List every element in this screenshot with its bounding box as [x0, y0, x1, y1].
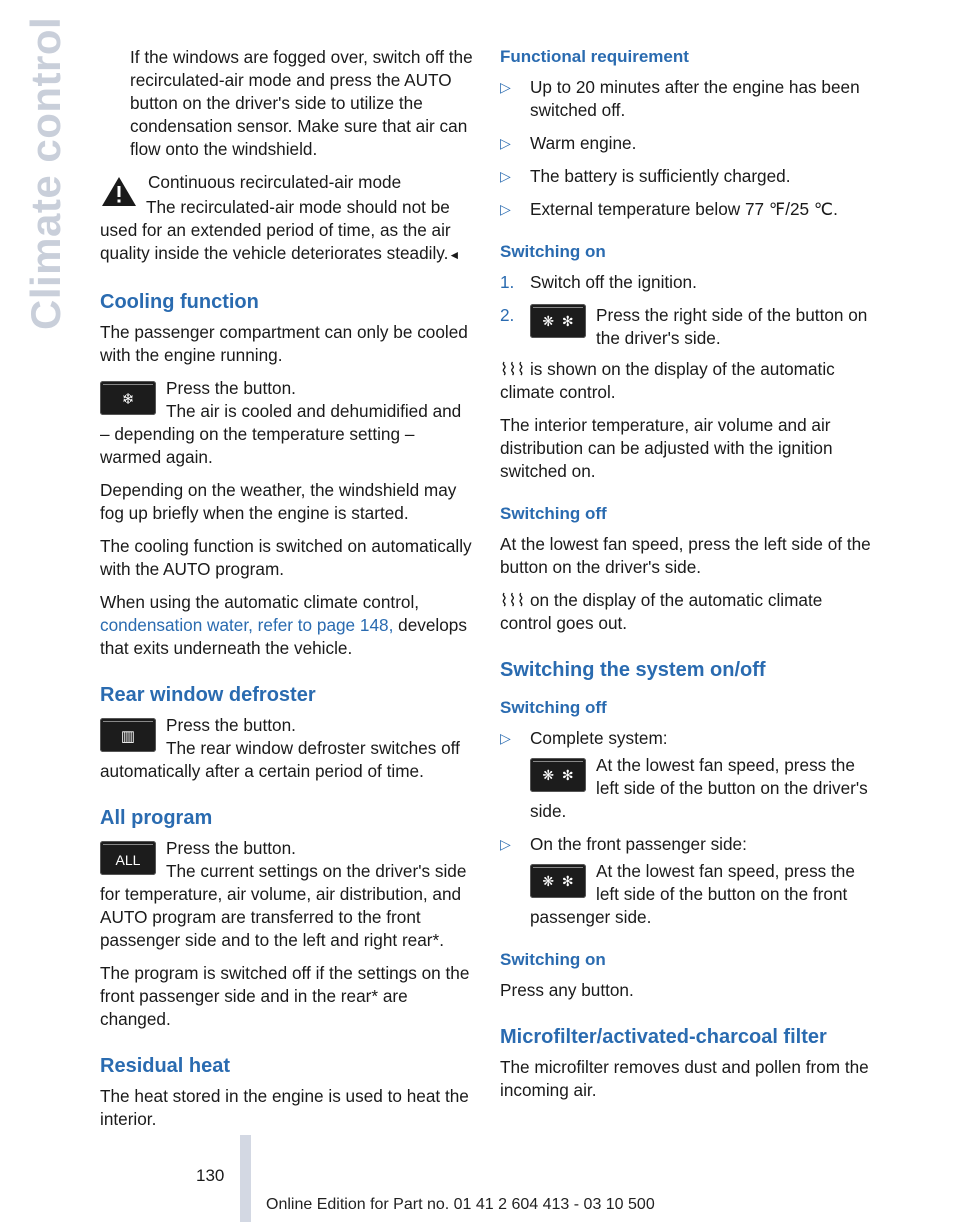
rear-defroster-heading: Rear window defroster [100, 684, 316, 706]
residual-heat-heading: Residual heat [100, 1055, 231, 1077]
switching-on-paragraph-1: is shown on the display of the automatic climate control. [500, 359, 835, 402]
step-item: 2. ❋ ✻ Press the right side of the button on the driver's side. [500, 305, 868, 348]
switching-off-paragraph-2: on the display of the automatic climate control goes out. [500, 590, 823, 633]
warning-title: Continuous recirculated-air mode [148, 172, 402, 192]
bullet-icon: ▷ [500, 730, 511, 746]
microfilter-text: The microfilter removes dust and pollen from the incoming air. [500, 1057, 869, 1100]
cooling-press: Press the button. [166, 378, 296, 398]
heat-symbol-icon: ⌇⌇⌇ [500, 590, 526, 610]
list-item: ▷ Warm engine. [500, 133, 637, 153]
functional-requirement-list [500, 76, 875, 221]
right-column [500, 46, 875, 1112]
bullet-icon: ▷ [500, 201, 511, 217]
ac-button[interactable] [100, 381, 156, 415]
all-program-text: The current settings on the driver's side for temperature, air volume, air distribution, and AUTO program are transferred to the front passenger side and to the left and right rear*. [100, 861, 467, 950]
intro-paragraph: If the windows are fogged over, switch off the recirculated-air mode and press the AUTO button on the driver's side to utilize the condensation sensor. Make sure that air can flow onto the windshield. [130, 47, 473, 159]
bullet-icon: ▷ [500, 836, 511, 852]
all-button-label: ALL [115, 852, 141, 868]
bullet-icon: ▷ [500, 79, 511, 95]
system-off-list [500, 727, 875, 929]
end-mark-icon: ◄ [448, 248, 461, 262]
fan-button-passenger[interactable] [530, 864, 586, 898]
rear-defroster-press: Press the button. [166, 715, 296, 735]
system-switching-off-heading: Switching off [500, 698, 607, 717]
cooling-paragraph-4: The cooling function is switched on automatically with the AUTO program. [100, 536, 472, 579]
all-program-figure [100, 837, 473, 952]
warning-text: The recirculated-air mode should not be used for an extended period of time, as the air quality inside the vehicle deteriorates steadily. [100, 197, 451, 263]
list-item: ▷ External temperature below 77 ℉/25 ℃. [500, 199, 838, 219]
list-item: ▷ Up to 20 minutes after the engine has been switched off. [500, 77, 860, 120]
footer-bar [240, 1135, 251, 1222]
switching-on-paragraph-2: The interior temperature, air volume and air distribution can be adjusted with the ignition switched on. [500, 415, 833, 481]
rear-defroster-text: The rear window defroster switches off automatically after a certain period of time. [100, 738, 460, 781]
all-button[interactable] [100, 841, 156, 875]
cooling-heading: Cooling function [100, 291, 259, 313]
switching-on-heading: Switching on [500, 242, 606, 261]
cooling-paragraph-5-post: develops that exits underneath the vehicle. [100, 615, 467, 658]
snowflake-icon: ❄ [121, 391, 135, 408]
residual-heat-text: The heat stored in the engine is used to heat the interior. [100, 1086, 469, 1129]
fan-button-driver[interactable] [530, 758, 586, 792]
chapter-title: Climate control [22, 16, 69, 330]
switching-on-steps [500, 271, 875, 350]
page-number: 130 [196, 1166, 225, 1185]
cooling-paragraph-1: The passenger compartment can only be cooled with the engine running. [100, 322, 468, 365]
condensation-water-link[interactable]: condensation water, refer to page 148, [100, 615, 394, 635]
chapter-side-tab [18, 16, 69, 340]
bullet-icon: ▷ [500, 168, 511, 184]
heat-symbol-icon: ⌇⌇⌇ [500, 359, 526, 379]
rear-defroster-button[interactable] [100, 718, 156, 752]
step-item: 1. Switch off the ignition. [500, 272, 697, 292]
system-switching-on-heading: Switching on [500, 950, 606, 969]
fan-icon: ❋ ✻ [542, 873, 574, 889]
fan-icon: ❋ ✻ [542, 313, 574, 329]
fan-icon: ❋ ✻ [542, 767, 574, 783]
all-program-paragraph-2: The program is switched off if the settings on the front passenger side and in the rear* are changed. [100, 963, 470, 1029]
system-switching-on-text: Press any button. [500, 980, 634, 1000]
list-item: ▷ Complete system: ❋ ✻ At the lowest fan speed, press the left side of the button on the driver's side. [500, 728, 868, 821]
cooling-paragraph-3: Depending on the weather, the windshield may fog up briefly when the engine is started. [100, 480, 457, 523]
footer-text: Online Edition for Part no. 01 41 2 604 413 - 03 10 500 [266, 1196, 655, 1213]
microfilter-heading: Microfilter/activated-charcoal filter [500, 1026, 827, 1048]
list-item: ▷ On the front passenger side: ❋ ✻ At the lowest fan speed, press the left side of the button on the front passenger side. [500, 834, 855, 927]
list-item: ▷ The battery is sufficiently charged. [500, 166, 791, 186]
rear-defroster-figure [100, 714, 473, 783]
warning-icon [100, 175, 138, 209]
switching-off-heading: Switching off [500, 504, 607, 523]
all-program-press: Press the button. [166, 838, 296, 858]
left-column [100, 46, 473, 1141]
rear-defroster-icon: ▥ [120, 728, 136, 745]
cooling-paragraph-5-pre: When using the automatic climate control, [100, 592, 420, 612]
functional-requirement-heading: Functional requirement [500, 47, 689, 66]
system-on-off-heading: Switching the system on/off [500, 659, 766, 681]
cooling-paragraph-2: The air is cooled and dehumidified and – depending on the temperature setting – warmed again. [100, 401, 462, 467]
cooling-figure [100, 377, 473, 469]
switching-off-paragraph-1: At the lowest fan speed, press the left side of the button on the driver's side. [500, 534, 871, 577]
all-program-heading: All program [100, 807, 213, 829]
bullet-icon: ▷ [500, 135, 511, 151]
residual-heat-button[interactable] [530, 304, 586, 338]
